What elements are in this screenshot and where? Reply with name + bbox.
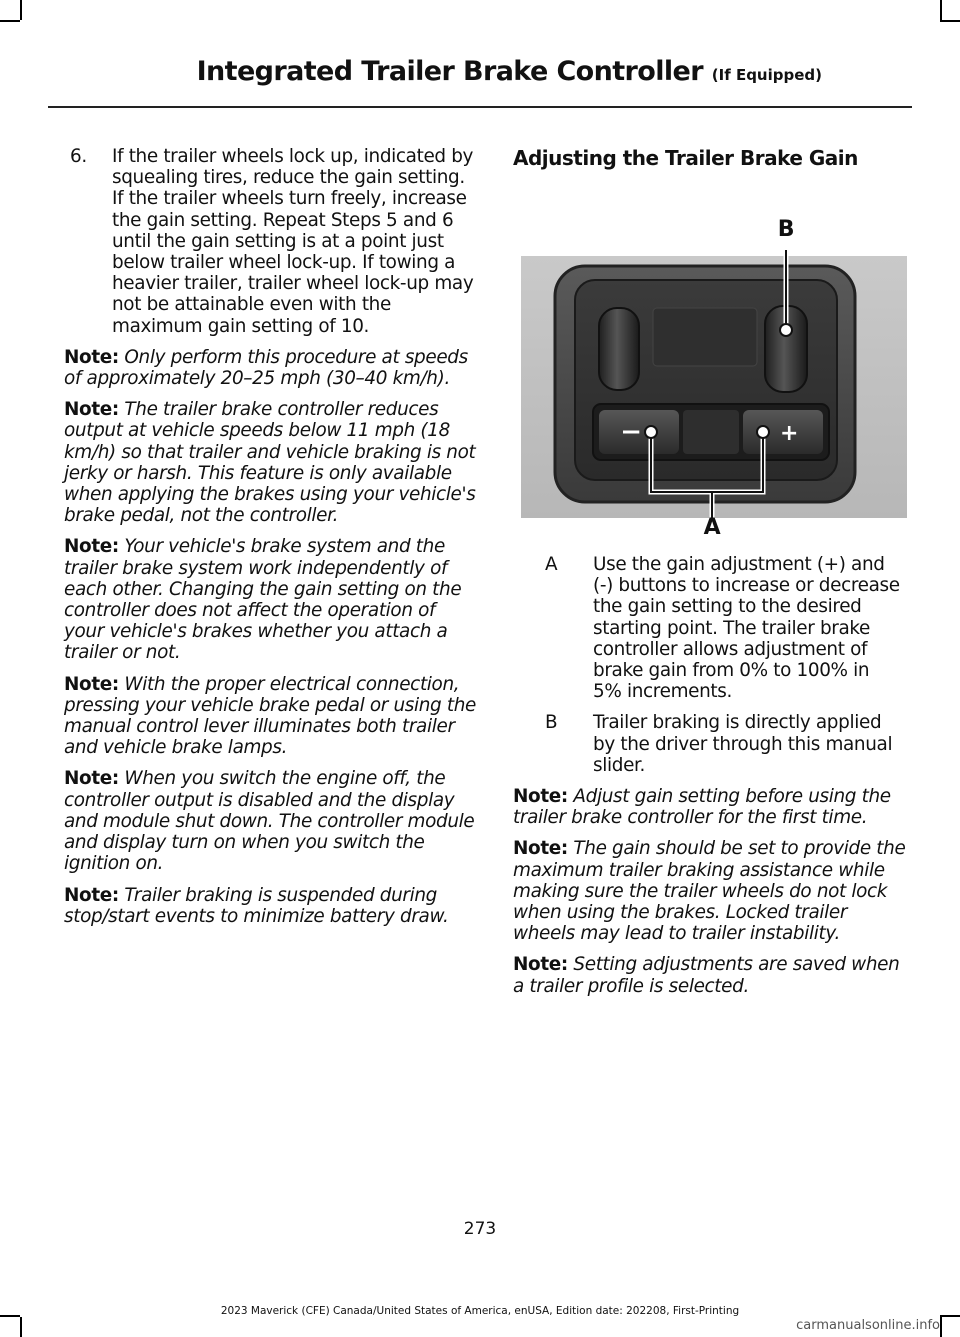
- note-text: With the proper electrical connection, pressing your vehicle brake pedal or using the manual control lever illuminates both trailer and vehicle brake lamps.: [64, 673, 477, 759]
- leader-dot-b: [780, 324, 792, 336]
- crop-mark: [940, 0, 942, 20]
- note-text: Setting adjustments are saved when a trailer profile is selected.: [513, 954, 900, 997]
- left-column: [64, 146, 478, 937]
- crop-mark: [940, 1317, 942, 1337]
- note-paragraph: [513, 954, 907, 996]
- right-column: [513, 146, 907, 1007]
- note-label: Note:: [64, 536, 119, 558]
- crop-mark: [20, 0, 22, 20]
- note-paragraph: [64, 885, 478, 927]
- callout-letter: B: [545, 712, 558, 734]
- note-text: Your vehicle's brake system and the trailer brake system work independently of each other. Changing the gain setting on the controller does not affect the operation of your vehicle's brakes whether you attach a trailer or not.: [64, 536, 462, 664]
- center-button-segment: [683, 410, 739, 454]
- watermark: carmanualsonline.info: [796, 1318, 940, 1333]
- note-label: Note:: [513, 786, 568, 808]
- note-text: Trailer braking is suspended during stop/start events to minimize battery draw.: [64, 884, 449, 927]
- note-label: Note:: [64, 884, 119, 906]
- header-subtitle-text: (If Equipped): [711, 66, 822, 84]
- page-number: 273: [463, 1219, 497, 1239]
- procedure-step: [64, 146, 478, 337]
- crop-mark: [940, 20, 960, 22]
- display-area: [653, 308, 757, 366]
- callout-text: Use the gain adjustment (+) and (-) buttons to increase or decrease the gain setting to the desired starting point. The trailer brake controller allows adjustment of brake gain from 0% to 100% in 5% increments.: [593, 554, 900, 703]
- callout-text: Trailer braking is directly applied by the driver through this manual slider.: [593, 712, 893, 776]
- note-label: Note:: [64, 673, 119, 695]
- note-paragraph: [64, 768, 478, 874]
- leader-dot-a-plus: [757, 426, 769, 438]
- callout-label-a: A: [703, 515, 721, 540]
- step-number: 6.: [70, 146, 87, 167]
- callout-list: [513, 554, 907, 776]
- left-knob: [599, 308, 639, 390]
- note-text: Adjust gain setting before using the trailer brake controller for the first time.: [513, 786, 891, 829]
- leader-dot-a-minus: [645, 426, 657, 438]
- note-text: When you switch the engine off, the controller output is disabled and the display and module shut down. The controller module and display turn on when you switch the ignition on.: [64, 768, 475, 875]
- trailer-brake-controller-figure: [513, 180, 907, 540]
- note-paragraph: [513, 786, 907, 828]
- note-paragraph: [64, 399, 478, 526]
- note-paragraph: [64, 347, 478, 389]
- callout-letter: A: [545, 554, 558, 575]
- note-text: The trailer brake controller reduces output at vehicle speeds below 11 mph (18 km/h) so that trailer and vehicle braking is not jerky or harsh. This feature is only available when applying the brakes using your vehicle's brake pedal, not the controller.: [64, 399, 476, 527]
- controller-illustration: [513, 180, 907, 540]
- note-text: The gain should be set to provide the maximum trailer braking assistance while making sure the trailer wheels do not lock when using the brakes. Locked trailer wheels may lead to trailer instability.: [513, 838, 906, 945]
- note-label: Note:: [513, 838, 568, 860]
- note-label: Note:: [513, 954, 568, 976]
- callout-item: [513, 554, 907, 702]
- crop-mark: [20, 1317, 22, 1337]
- section-heading: Adjusting the Trailer Brake Gain: [513, 146, 858, 170]
- header-title-text: Integrated Trailer Brake Controller: [196, 56, 703, 87]
- note-paragraph: [513, 838, 907, 944]
- plus-symbol: +: [779, 421, 799, 446]
- step-text: If the trailer wheels lock up, indicated by squealing tires, reduce the gain setting. If the trailer wheels turn freely, increase the gain setting. Repeat Steps 5 and 6 until the gain setting is at a point just below trailer wheel lock-up. If towing a heavier trailer, trailer wheel lock-up may not be attainable even with the maximum gain setting of 10.: [112, 146, 474, 337]
- callout-label-b: B: [777, 217, 795, 242]
- note-label: Note:: [64, 399, 119, 421]
- footer-edition-text: 2023 Maverick (CFE) Canada/United States of America, enUSA, Edition date: 202208, First-Printing: [220, 1305, 740, 1317]
- note-text: Only perform this procedure at speeds of approximately 20–25 mph (30–40 km/h).: [64, 346, 468, 390]
- minus-symbol: −: [620, 417, 642, 447]
- crop-mark: [0, 20, 20, 22]
- note-label: Note:: [64, 768, 119, 790]
- page-header-title: [197, 56, 822, 87]
- header-rule: [48, 106, 912, 108]
- note-paragraph: [64, 536, 478, 663]
- callout-item: [513, 712, 907, 776]
- note-label: Note:: [64, 346, 119, 368]
- note-paragraph: [64, 674, 478, 759]
